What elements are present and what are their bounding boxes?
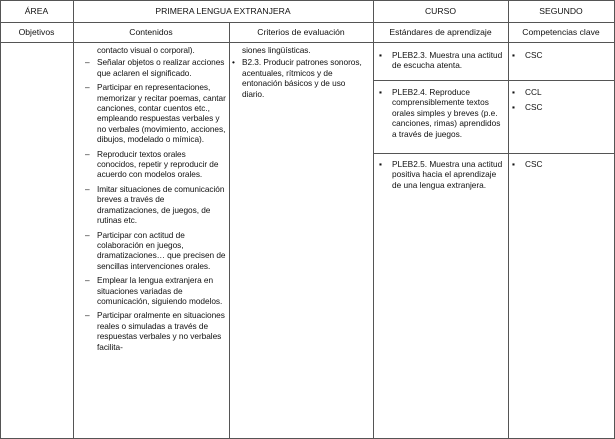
list-item: [85, 82, 227, 144]
column-divider-4: [508, 0, 509, 439]
criterios-list: [232, 45, 368, 103]
contenido-text: Participar oralmente en situaciones reales o simuladas a través de respuestas verbales y no verbales facilita-: [97, 310, 225, 352]
dash-marker: –: [85, 82, 90, 93]
dash-marker: –: [85, 148, 90, 159]
competencia-text: CSC: [525, 50, 543, 60]
area-label: ÁREA: [24, 6, 49, 16]
contenidos-lead: contacto visual o corporal).: [97, 45, 195, 55]
objetivos-header: Objetivos: [18, 27, 55, 37]
contenido-text: Señalar objetos o realizar acciones que aclaren el significado.: [97, 57, 225, 78]
list-item: [85, 275, 227, 306]
bullet-marker: ▪: [512, 159, 515, 169]
list-item: [85, 230, 227, 272]
standard-text: PLEB2.5. Muestra una actitud positiva hacia el aprendizaje de una lengua extranjera.: [392, 159, 503, 190]
list-item: [232, 57, 368, 99]
bullet-marker: ▪: [512, 50, 515, 60]
list-item: [85, 149, 227, 180]
bullet-marker: ▪: [379, 50, 382, 60]
dash-marker: –: [85, 183, 90, 194]
bullet-marker: •: [232, 57, 235, 68]
list-item: [85, 310, 227, 352]
criterios-lead: siones lingüísticas.: [242, 45, 311, 55]
standard-text: PLEB2.4. Reproduce comprensiblemente textos orales simples y breves (p.e. canciones, rimas) aprendidos a través de juegos.: [392, 87, 501, 139]
criterio-text: B2.3. Producir patrones sonoros, acentuales, rítmicos y de entonación básicos y de uso diario.: [242, 57, 362, 99]
competencia-text: CCL: [525, 87, 542, 97]
competencias-header: Competencias clave: [522, 27, 600, 37]
standard-row-divider-2: [373, 153, 615, 154]
competencia-text: CSC: [525, 159, 543, 169]
contenido-text: Reproducir textos orales conocidos, repetir y reproducir de acuerdo con modelos orales.: [97, 148, 219, 180]
column-divider-1: [73, 22, 74, 439]
dash-marker: –: [85, 57, 90, 68]
list-item: [85, 184, 227, 226]
table-left-border: [0, 0, 1, 439]
curso-value: SEGUNDO: [539, 6, 583, 16]
bullet-marker: ▪: [379, 87, 382, 97]
column-header-divider: [0, 42, 615, 43]
header-row-divider: [0, 22, 615, 23]
column-divider-2: [229, 22, 230, 439]
table-top-border: [0, 0, 615, 1]
curso-label: CURSO: [424, 6, 457, 16]
criterios-header: Criterios de evaluación: [257, 27, 345, 37]
contenido-text: Participar con actitud de colaboración en juegos, dramatizaciones… que precisen de sencillas intervenciones orales.: [97, 229, 226, 271]
standard-text: PLEB2.3. Muestra una actitud de escucha atenta.: [392, 50, 503, 71]
standard-row-divider-1: [373, 80, 615, 81]
dash-marker: –: [85, 275, 90, 286]
bullet-marker: ▪: [512, 102, 515, 112]
contenidos-list: [85, 45, 227, 356]
estandares-header: Estándares de aprendizaje: [389, 27, 492, 37]
bullet-marker: ▪: [379, 159, 382, 169]
dash-marker: –: [85, 229, 90, 240]
contenido-text: Imitar situaciones de comunicación breves a través de dramatizaciones, de juegos, de rutinas etc.: [97, 183, 225, 226]
competencia-text: CSC: [525, 102, 543, 112]
list-item: [85, 57, 227, 78]
subject-title: PRIMERA LENGUA EXTRANJERA: [155, 6, 291, 16]
bullet-marker: ▪: [512, 87, 515, 97]
contenidos-header: Contenidos: [129, 27, 173, 37]
contenido-text: Emplear la lengua extranjera en situaciones variadas de comunicación, siguiendo modelos.: [97, 275, 223, 306]
contenido-text: Participar en representaciones, memorizar y recitar poemas, cantar canciones, contar cuentos etc., empleando respuestas verbales y no verbales (movimiento, acciones, dibujos, modelado o mímica).: [97, 82, 226, 145]
dash-marker: –: [85, 310, 90, 321]
column-divider-3: [373, 0, 374, 439]
